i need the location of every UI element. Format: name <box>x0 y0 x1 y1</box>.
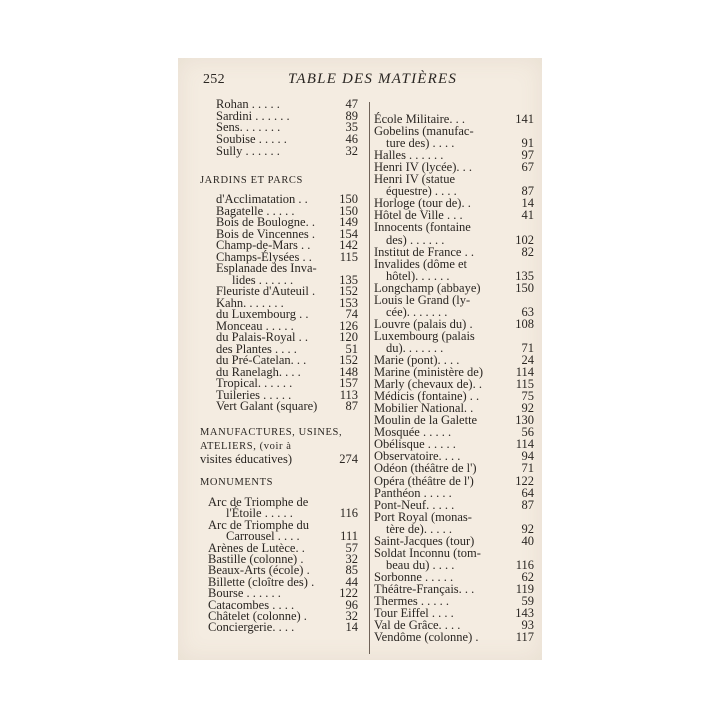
index-entry: Henri IV (statue <box>374 172 455 187</box>
index-entry: Beaux-Arts (école) . <box>208 563 310 578</box>
page-ref: 150 <box>515 280 534 295</box>
index-entry: Fleuriste d'Auteuil . <box>216 284 316 298</box>
page-ref: 108 <box>515 316 534 331</box>
index-entry: Thermes . . . . . <box>374 594 449 608</box>
page-ref: 114 <box>515 365 534 380</box>
index-entry: Mobilier National. . <box>374 401 474 416</box>
index-entry: cée). . . . . . . <box>386 304 448 319</box>
page-ref: 24 <box>521 353 534 367</box>
page-ref: 91 <box>521 136 534 151</box>
index-entry: d'Acclimatation . . <box>216 192 308 206</box>
index-entry: Observatoire. . . . <box>374 449 461 464</box>
page-ref: 92 <box>521 521 534 536</box>
index-entry: Soldat Inconnu (tom- <box>374 545 481 560</box>
index-entry: du Ranelagh. . . . <box>216 364 301 379</box>
page-ref: 143 <box>515 606 534 621</box>
page-ref: 116 <box>515 557 534 572</box>
index-entry: Monceau . . . . . <box>216 318 294 333</box>
index-entry: du Pré-Catelan. . . <box>216 353 307 367</box>
page-ref: 85 <box>345 563 358 578</box>
index-entry: Kahn. . . . . . . <box>216 295 284 310</box>
index-entry: Arènes de Lutèce. . <box>208 540 305 555</box>
page-ref: 41 <box>521 208 534 223</box>
index-entry: Bastille (colonne) . <box>208 552 304 566</box>
page-ref: 46 <box>345 132 358 147</box>
index-entry: Soubise . . . . . <box>216 132 287 147</box>
index-entry: Sens. . . . . . . <box>216 120 281 135</box>
page-ref: 113 <box>339 387 358 402</box>
index-entry: Longchamp (abbaye) <box>374 280 481 295</box>
index-entry: Mosquée . . . . . <box>374 425 452 440</box>
index-entry: Luxembourg (palais <box>374 328 475 343</box>
page-ref: 119 <box>515 581 534 596</box>
index-entry: Champs-Élysées . . <box>216 249 312 264</box>
page-ref: 35 <box>345 120 358 135</box>
section-heading-jardins: JARDINS ET PARCS <box>200 175 303 186</box>
page-ref: 47 <box>345 97 358 111</box>
page-ref: 157 <box>339 376 358 390</box>
page-ref: 274 <box>339 452 358 466</box>
page-ref: 94 <box>521 449 534 464</box>
page-ref: 135 <box>515 268 534 283</box>
page-ref: 150 <box>339 192 358 206</box>
index-entry: Tour Eiffel . . . . <box>374 606 454 621</box>
index-entry: Port Royal (monas- <box>374 509 472 524</box>
index-entry: du Palais-Royal . . <box>216 330 309 344</box>
index-entry: Henri IV (lycée). . . <box>374 160 472 175</box>
page-ref: 40 <box>521 533 534 548</box>
page-ref: 122 <box>339 586 358 601</box>
index-entry: Médicis (fontaine) . . <box>374 389 480 404</box>
index-entry: Gobelins (manufac- <box>374 124 474 139</box>
page-ref: 126 <box>339 318 358 333</box>
index-entry: Bois de Boulogne. . <box>216 215 315 229</box>
index-entry: Carrousel . . . . <box>226 529 300 544</box>
page-ref: 122 <box>515 473 534 488</box>
page-ref: 44 <box>345 574 358 589</box>
page-ref: 148 <box>339 364 358 379</box>
index-entry: Pont-Neuf. . . . . <box>374 497 455 512</box>
section-heading-manufactures: ATELIERS, (voir à <box>200 440 292 452</box>
index-entry: ture des) . . . . <box>386 136 455 151</box>
index-entry: Moulin de la Galette <box>374 413 478 428</box>
index-entry: Bourse . . . . . . <box>208 586 281 601</box>
page-ref: 154 <box>339 226 358 241</box>
index-entry: hôtel). . . . . . <box>386 268 450 283</box>
page-ref: 152 <box>339 284 358 298</box>
page-ref: 153 <box>339 295 358 310</box>
page-ref: 59 <box>521 594 534 608</box>
page-ref: 64 <box>521 485 534 500</box>
page-ref: 141 <box>515 112 534 126</box>
index-entry: Sully . . . . . . <box>216 143 280 158</box>
section-heading-manufactures: MANUFACTURES, USINES, <box>200 427 343 438</box>
index-entry: Sorbonne . . . . . <box>374 569 454 584</box>
index-entry: des) . . . . . . <box>386 232 445 247</box>
index-entry: Louvre (palais du) . <box>374 316 473 331</box>
index-entry: Champ-de-Mars . . <box>216 238 311 252</box>
index-entry: Conciergerie. . . . <box>208 620 295 635</box>
index-entry: École Militaire. . . <box>374 112 465 126</box>
index-entry: Esplanade des Inva- <box>216 261 317 275</box>
index-entry: Saint-Jacques (tour) <box>374 533 475 548</box>
page-ref: 117 <box>515 630 534 645</box>
page-ref: 32 <box>345 609 358 623</box>
index-entry: Hôtel de Ville . . . <box>374 208 463 223</box>
column-divider <box>369 102 370 654</box>
page-ref: 87 <box>521 184 534 199</box>
index-entry: Bois de Vincennes . <box>216 226 316 241</box>
index-entry: du). . . . . . . <box>386 340 444 355</box>
index-entry: Vert Galant (square) <box>216 399 318 413</box>
page-ref: 71 <box>521 340 534 355</box>
index-entry: Arc de Triomphe du <box>208 517 310 532</box>
page-ref: 120 <box>339 330 358 344</box>
page-ref: 96 <box>345 597 358 612</box>
page-ref: 63 <box>521 304 534 319</box>
page-ref: 114 <box>515 437 534 452</box>
index-entry: tère de). . . . . <box>386 521 452 536</box>
page-ref: 51 <box>345 341 358 356</box>
index-entry: Sardini . . . . . . <box>216 108 290 123</box>
index-entry: Halles . . . . . . <box>374 148 444 163</box>
index-entry: Vendôme (colonne) . <box>374 630 479 645</box>
index-entry: Val de Grâce. . . . <box>374 618 461 633</box>
index-entry: Institut de France . . <box>374 244 474 259</box>
index-entry: du Luxembourg . . <box>216 307 309 321</box>
page-ref: 74 <box>345 307 358 321</box>
index-entry: Louis le Grand (ly- <box>374 292 471 307</box>
page-ref: 111 <box>340 529 358 544</box>
index-entry: Obélisque . . . . . <box>374 437 456 452</box>
index-entry: l'Étoile . . . . . <box>226 506 293 521</box>
page-ref: 92 <box>521 401 534 416</box>
page-ref: 97 <box>521 148 534 163</box>
page-ref: 93 <box>521 618 534 633</box>
page-ref: 75 <box>521 389 534 404</box>
index-entry: Opéra (théâtre de l') <box>374 473 474 488</box>
index-entry: Châtelet (colonne) . <box>208 609 307 623</box>
page-ref: 135 <box>339 272 358 287</box>
index-entry: Invalides (dôme et <box>374 256 468 271</box>
index-entry: beau du) . . . . <box>386 557 455 572</box>
page-number: 252 <box>203 72 225 87</box>
page-ref: 152 <box>339 353 358 367</box>
index-entry: Marine (ministère de) <box>374 365 483 380</box>
page-ref: 102 <box>515 232 534 247</box>
page-ref: 89 <box>345 108 358 123</box>
index-entry: Bagatelle . . . . . <box>216 203 295 218</box>
page-ref: 56 <box>521 425 534 440</box>
page-ref: 14 <box>345 620 358 635</box>
page-ref: 82 <box>521 244 534 259</box>
page-ref: 116 <box>339 506 358 521</box>
page-ref: 62 <box>521 569 534 584</box>
running-title: TABLE DES MATIÈRES <box>288 71 458 87</box>
index-entry: Innocents (fontaine <box>374 220 471 235</box>
index-entry: Panthéon . . . . . <box>374 485 452 500</box>
section-heading-manufactures: visites éducatives) <box>200 452 292 466</box>
section-heading-monuments: MONUMENTS <box>200 477 274 488</box>
page-ref: 67 <box>521 160 534 175</box>
page-ref: 87 <box>345 399 358 413</box>
page-ref: 149 <box>339 215 358 229</box>
index-entry: Billette (cloître des) . <box>208 574 315 589</box>
index-entry: Catacombes . . . . <box>208 597 295 612</box>
page-ref: 87 <box>521 497 534 512</box>
index-entry: Arc de Triomphe de <box>208 495 309 509</box>
page-ref: 14 <box>521 196 534 211</box>
index-entry: des Plantes . . . . <box>216 341 297 356</box>
index-entry: Odéon (théâtre de l') <box>374 461 477 476</box>
index-entry: Tropical. . . . . . <box>216 376 293 390</box>
index-entry: lides . . . . . . <box>232 272 294 287</box>
index-entry: équestre) . . . . <box>386 184 457 199</box>
page-ref: 150 <box>339 203 358 218</box>
index-entry: Horloge (tour de). . <box>374 196 471 211</box>
page-ref: 115 <box>339 249 358 264</box>
index-entry: Théâtre-Français. . . <box>374 581 475 596</box>
index-entry: Marie (pont). . . . <box>374 353 460 367</box>
page-ref: 32 <box>345 552 358 566</box>
page-ref: 142 <box>339 238 358 252</box>
page-ref: 71 <box>521 461 534 476</box>
book-page <box>178 58 542 660</box>
index-entry: Marly (chevaux de). . <box>374 377 482 392</box>
page-ref: 57 <box>345 540 358 555</box>
index-entry: Rohan . . . . . <box>216 97 280 111</box>
page-ref: 130 <box>515 413 534 428</box>
index-entry: Tuileries . . . . . <box>216 387 292 402</box>
page-ref: 32 <box>345 143 358 158</box>
page-ref: 115 <box>515 377 534 392</box>
